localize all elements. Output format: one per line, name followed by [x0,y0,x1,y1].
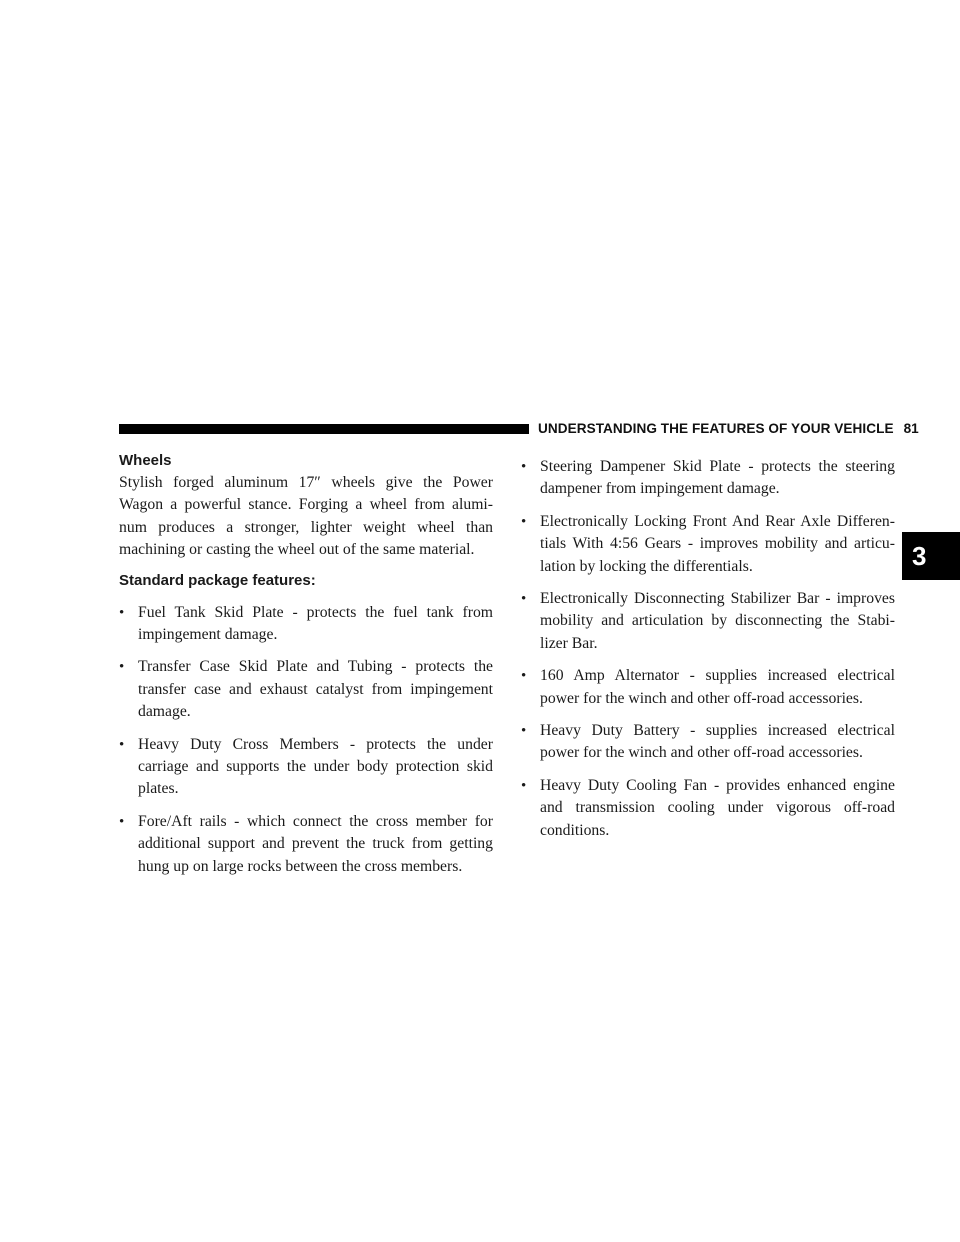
list-item [521,720,895,765]
list-item-text: Electronically Disconnecting Stabilizer Bar - improves mobility and articulation by disconnecting the Stabi-lizer Bar. [540,590,895,652]
right-feature-list [521,456,895,842]
wheels-heading: Wheels [119,452,172,469]
list-item-text: Heavy Duty Cooling Fan - provides enhanced engine and transmission cooling under vigorous off-road conditions. [540,776,895,839]
bullet-icon: • [119,736,125,753]
list-item-text: Fore/Aft rails - which connect the cross member for additional support and prevent the truck from getting hung up on large rocks between the cross members. [138,812,493,875]
list-item-text: Fuel Tank Skid Plate - protects the fuel tank from impingement damage. [138,603,493,644]
list-item [521,456,895,501]
list-item-text: Transfer Case Skid Plate and Tubing - protects the transfer case and exhaust catalyst from impingement damage. [138,658,493,721]
list-item-text: Heavy Duty Cross Members - protects the under carriage and supports the under body protection skid plates. [138,735,493,798]
header-rule [119,424,529,434]
wheels-paragraph: Stylish forged aluminum 17″ wheels give the Power Wagon a powerful stance. Forging a wheel from alumi-num produces a stronger, lighter weight wheel than machining or casting the wheel out of the same material. [119,474,493,559]
bullet-icon: • [119,659,125,676]
chapter-tab: 3 [902,532,960,580]
list-item [119,602,493,647]
bullet-icon: • [119,604,125,621]
page-number: 81 [903,421,919,436]
bullet-icon: • [521,513,527,530]
running-header [538,421,919,436]
list-item-text: Heavy Duty Battery - supplies increased electrical power for the winch and other off-road accessories. [540,722,895,762]
bullet-icon: • [521,591,527,608]
bullet-icon: • [119,813,125,830]
list-item-text: 160 Amp Alternator - supplies increased electrical power for the winch and other off-road accessories. [540,667,895,707]
bullet-icon: • [521,668,527,685]
section-title: UNDERSTANDING THE FEATURES OF YOUR VEHICLE [538,421,894,436]
left-column [119,450,493,878]
list-item [521,511,895,578]
list-item [521,588,895,655]
list-item [119,734,493,801]
bullet-icon: • [521,459,527,475]
list-item [119,656,493,723]
list-item-text: Electronically Locking Front And Rear Axle Differen-tials With 4:56 Gears - improves mobility and articu-lation by locking the differentials. [540,512,895,575]
features-heading: Standard package features: [119,571,316,589]
bullet-icon: • [521,777,527,794]
bullet-icon: • [521,723,527,740]
left-feature-list [119,602,493,878]
list-item-text: Steering Dampener Skid Plate - protects the steering dampener from impingement damage. [540,458,895,498]
right-column [521,456,895,842]
list-item [119,811,493,878]
list-item [521,775,895,842]
list-item [521,665,895,710]
